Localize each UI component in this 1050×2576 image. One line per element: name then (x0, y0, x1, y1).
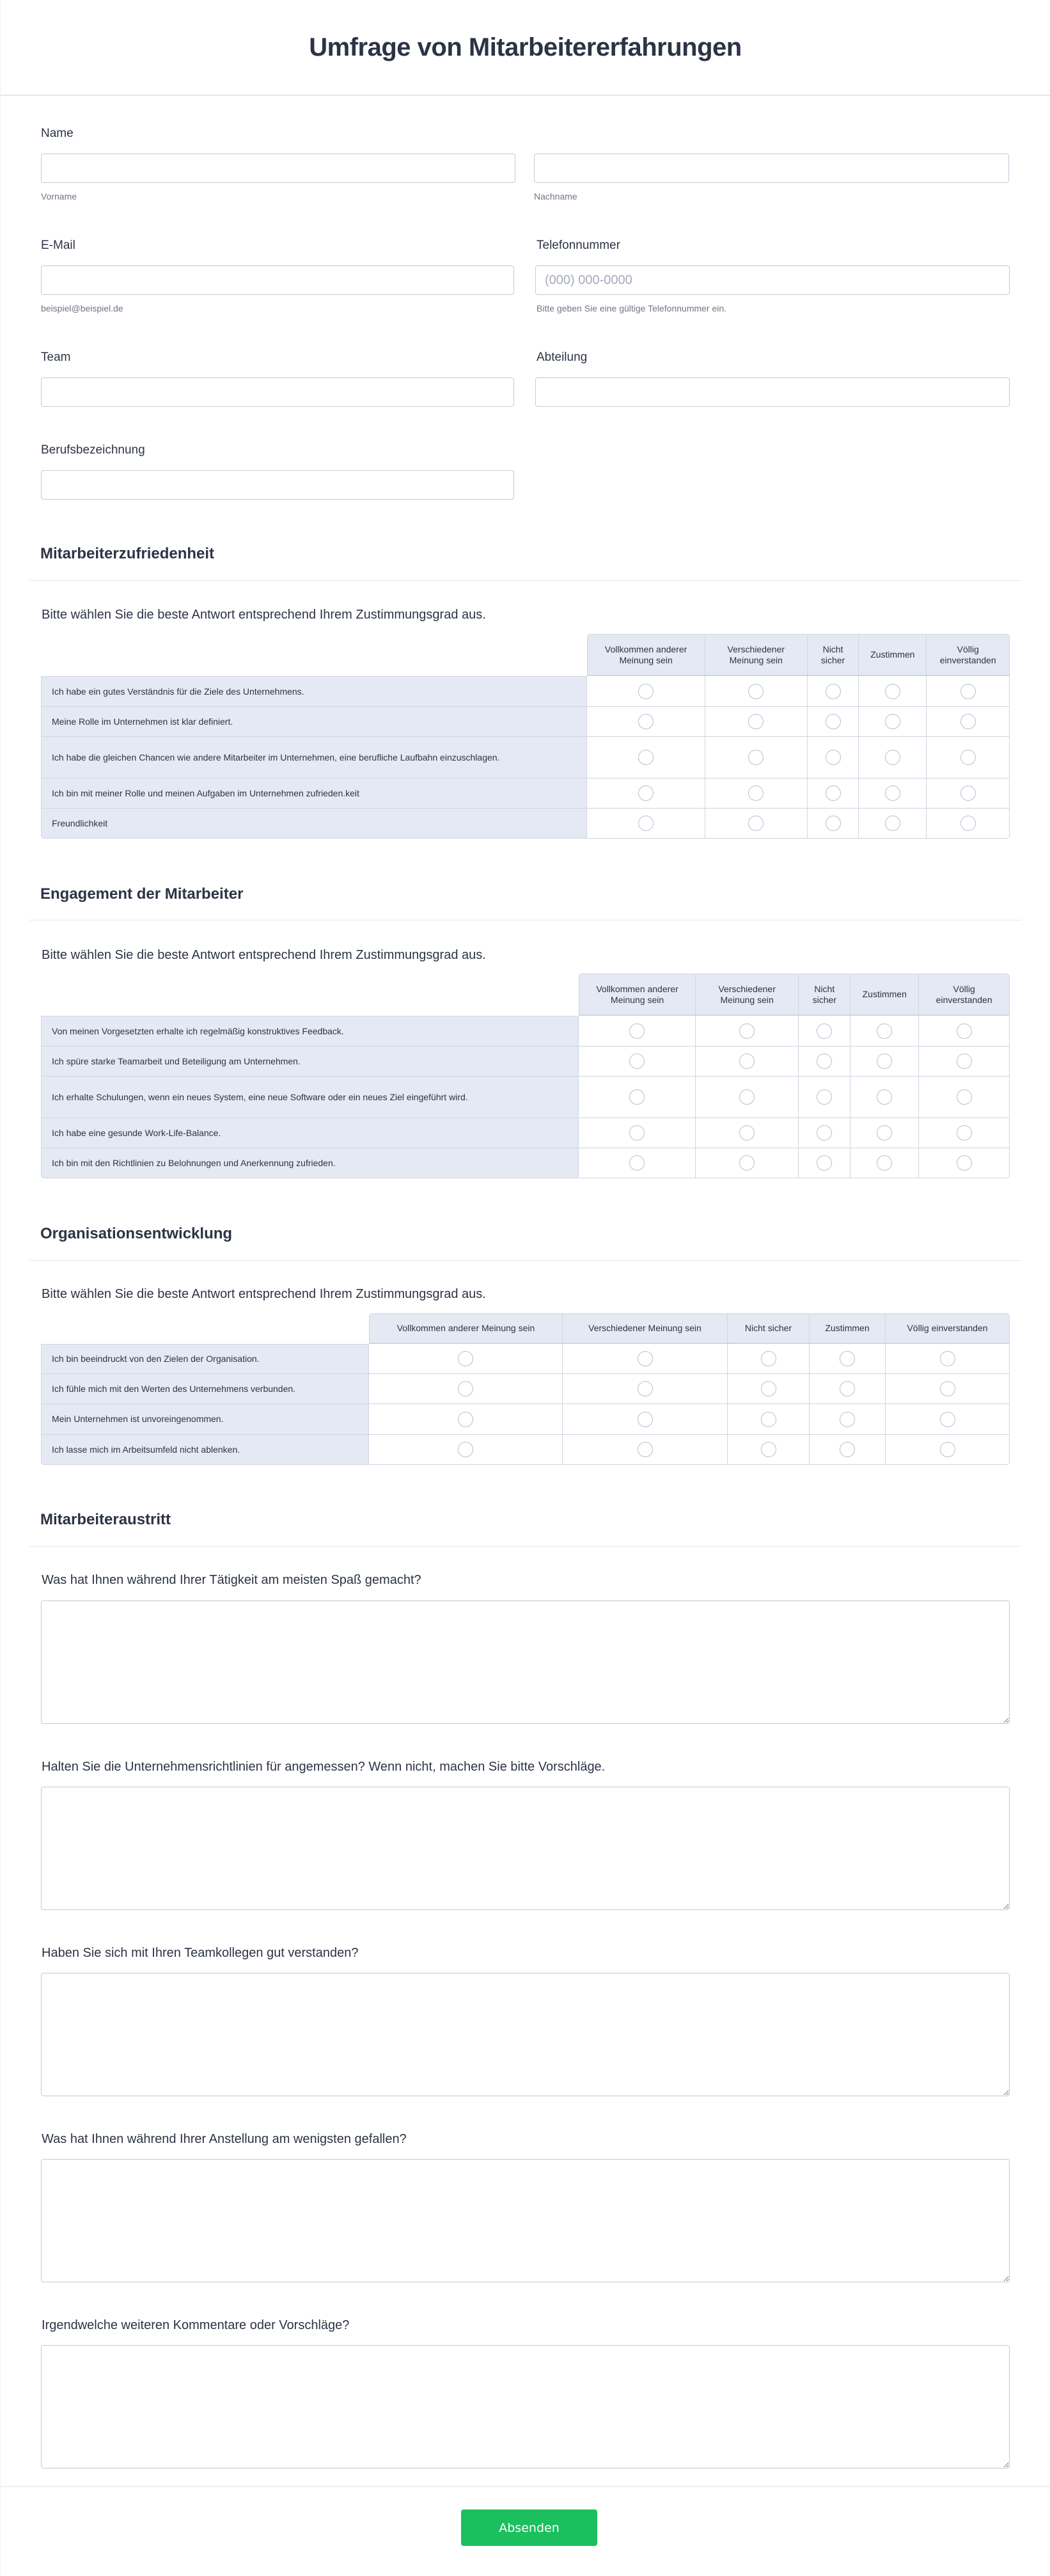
matrix-cell (369, 1344, 563, 1374)
matrix-column-header: Nicht sicher (728, 1313, 810, 1344)
matrix-row-label: Ich bin mit meiner Rolle und meinen Aufgaben im Unternehmen zufrieden.keit (41, 778, 587, 809)
department-label: Abteilung (537, 351, 588, 364)
matrix-cell (587, 778, 705, 809)
exit-answer-2[interactable] (41, 1787, 1010, 1910)
matrix-column-header: Vollkommen anderer Meinung sein (369, 1313, 563, 1344)
radio-button[interactable] (458, 1381, 473, 1396)
matrix-cell (927, 707, 1010, 737)
matrix-cell (728, 1404, 810, 1435)
matrix-cell (705, 778, 808, 809)
phone-label: Telefonnummer (537, 239, 620, 252)
matrix-cell (563, 1344, 728, 1374)
radio-button[interactable] (877, 1125, 892, 1141)
radio-button[interactable] (817, 1155, 832, 1171)
matrix-row (41, 1148, 1010, 1178)
matrix-cell (886, 1435, 1010, 1465)
matrix-cell (587, 809, 705, 839)
page-title: Umfrage von Mitarbeitererfahrungen (309, 33, 742, 61)
section-divider (29, 1260, 1022, 1261)
matrix-row (41, 1118, 1010, 1148)
matrix-cell (859, 676, 927, 707)
matrix-cell (705, 737, 808, 778)
radio-button[interactable] (885, 714, 900, 729)
matrix-cell (799, 1047, 850, 1077)
radio-button[interactable] (826, 750, 841, 765)
matrix-row-label: Mein Unternehmen ist unvoreingenommen. (41, 1404, 369, 1435)
footer-divider (1, 2486, 1050, 2487)
email-label: E-Mail (41, 239, 75, 252)
form-header (1, 0, 1050, 96)
radio-button[interactable] (739, 1155, 755, 1171)
matrix-cell (927, 778, 1010, 809)
radio-button[interactable] (629, 1023, 645, 1039)
matrix-row (41, 809, 1010, 839)
matrix-cell (705, 676, 808, 707)
matrix-cell (886, 1374, 1010, 1404)
radio-button[interactable] (940, 1351, 955, 1366)
matrix-cell (919, 1047, 1010, 1077)
matrix-cell (799, 1077, 850, 1118)
radio-button[interactable] (629, 1155, 645, 1171)
matrix-cell (587, 737, 705, 778)
matrix-cell (810, 1404, 886, 1435)
matrix-row (41, 1374, 1010, 1404)
radio-button[interactable] (458, 1351, 473, 1366)
engagement-matrix (41, 974, 1010, 1178)
matrix-cell (859, 778, 927, 809)
matrix-column-header: Nicht sicher (799, 974, 850, 1016)
matrix-cell (810, 1435, 886, 1465)
radio-button[interactable] (957, 1125, 972, 1141)
matrix-row-label: Ich lasse mich im Arbeitsumfeld nicht ablenken. (41, 1435, 369, 1465)
matrix-cell (369, 1404, 563, 1435)
team-input[interactable] (41, 377, 514, 407)
exit-answer-3[interactable] (41, 1973, 1010, 2096)
radio-button[interactable] (638, 1412, 653, 1427)
matrix-corner (41, 974, 579, 1016)
radio-button[interactable] (739, 1089, 755, 1105)
matrix-cell (696, 1118, 799, 1148)
radio-button[interactable] (748, 816, 764, 831)
matrix-column-header: Zustimmen (859, 634, 927, 676)
radio-button[interactable] (840, 1351, 855, 1366)
radio-button[interactable] (739, 1023, 755, 1039)
radio-button[interactable] (638, 750, 654, 765)
radio-button[interactable] (458, 1442, 473, 1457)
matrix-cell (859, 737, 927, 778)
matrix-cell (705, 707, 808, 737)
matrix-cell (919, 1118, 1010, 1148)
matrix-cell (859, 707, 927, 737)
matrix-cell (850, 1047, 919, 1077)
radio-button[interactable] (817, 1089, 832, 1105)
matrix-cell (919, 1077, 1010, 1118)
matrix-cell (799, 1016, 850, 1047)
matrix-column-header: Verschiedener Meinung sein (563, 1313, 728, 1344)
matrix-column-header: Zustimmen (850, 974, 919, 1016)
radio-button[interactable] (638, 816, 654, 831)
matrix-cell (808, 707, 859, 737)
matrix-row (41, 1077, 1010, 1118)
radio-button[interactable] (826, 816, 841, 831)
matrix-cell (696, 1016, 799, 1047)
matrix-cell (799, 1148, 850, 1178)
matrix-row (41, 1344, 1010, 1374)
matrix-cell (850, 1016, 919, 1047)
radio-button[interactable] (817, 1023, 832, 1039)
radio-button[interactable] (826, 786, 841, 801)
matrix-cell (808, 809, 859, 839)
radio-button[interactable] (877, 1023, 892, 1039)
matrix-instruction: Bitte wählen Sie die beste Antwort entsprechend Ihrem Zustimmungsgrad aus. (42, 948, 486, 962)
matrix-row (41, 1435, 1010, 1465)
matrix-row (41, 778, 1010, 809)
matrix-column-header: Vollkommen anderer Meinung sein (587, 634, 705, 676)
radio-button[interactable] (739, 1125, 755, 1141)
matrix-row-label: Von meinen Vorgesetzten erhalte ich regelmäßig konstruktives Feedback. (41, 1016, 579, 1047)
email-sublabel: beispiel@beispiel.de (41, 303, 123, 313)
matrix-cell (850, 1077, 919, 1118)
exit-answer-5[interactable] (41, 2345, 1010, 2469)
radio-button[interactable] (877, 1054, 892, 1069)
matrix-row (41, 1016, 1010, 1047)
radio-button[interactable] (629, 1054, 645, 1069)
matrix-cell (728, 1374, 810, 1404)
radio-button[interactable] (638, 1381, 653, 1396)
section-divider (29, 580, 1022, 581)
section-title-org-development: Organisationsentwicklung (40, 1225, 233, 1242)
matrix-cell (587, 707, 705, 737)
matrix-corner (41, 1313, 369, 1344)
matrix-cell (919, 1148, 1010, 1178)
radio-button[interactable] (960, 714, 976, 729)
radio-button[interactable] (826, 714, 841, 729)
radio-button[interactable] (638, 1442, 653, 1457)
matrix-column-header: Nicht sicher (808, 634, 859, 676)
radio-button[interactable] (877, 1155, 892, 1171)
job-title-label: Berufsbezeichnung (41, 443, 145, 457)
radio-button[interactable] (957, 1054, 972, 1069)
radio-button[interactable] (817, 1054, 832, 1069)
radio-button[interactable] (761, 1442, 776, 1457)
matrix-cell (587, 676, 705, 707)
matrix-row-label: Ich erhalte Schulungen, wenn ein neues System, eine neue Software oder ein neues Ziel eingeführt wird. (41, 1077, 579, 1118)
matrix-column-header: Vollkommen anderer Meinung sein (579, 974, 696, 1016)
radio-button[interactable] (761, 1351, 776, 1366)
radio-button[interactable] (638, 1351, 653, 1366)
department-input[interactable] (535, 377, 1010, 407)
section-title-exit: Mitarbeiteraustritt (40, 1511, 171, 1528)
job-title-input[interactable] (41, 470, 514, 500)
radio-button[interactable] (877, 1089, 892, 1105)
first-name-input[interactable] (41, 154, 515, 183)
radio-button[interactable] (638, 714, 654, 729)
matrix-cell (850, 1118, 919, 1148)
exit-answer-1[interactable] (41, 1600, 1010, 1724)
radio-button[interactable] (761, 1381, 776, 1396)
matrix-cell (886, 1344, 1010, 1374)
radio-button[interactable] (638, 786, 654, 801)
radio-button[interactable] (940, 1442, 955, 1457)
radio-button[interactable] (748, 714, 764, 729)
matrix-cell (369, 1374, 563, 1404)
exit-answer-4[interactable] (41, 2159, 1010, 2282)
exit-question-5: Irgendwelche weiteren Kommentare oder Vorschläge? (42, 2318, 350, 2332)
matrix-cell (927, 809, 1010, 839)
matrix-cell (810, 1344, 886, 1374)
matrix-cell (563, 1374, 728, 1404)
matrix-cell (808, 778, 859, 809)
matrix-cell (728, 1344, 810, 1374)
matrix-column-header: Verschiedener Meinung sein (705, 634, 808, 676)
radio-button[interactable] (960, 750, 976, 765)
radio-button[interactable] (748, 684, 764, 699)
radio-button[interactable] (885, 684, 900, 699)
matrix-column-header: Völlig einverstanden (919, 974, 1010, 1016)
radio-button[interactable] (840, 1381, 855, 1396)
radio-button[interactable] (458, 1412, 473, 1427)
matrix-instruction: Bitte wählen Sie die beste Antwort entsprechend Ihrem Zustimmungsgrad aus. (42, 608, 486, 622)
radio-button[interactable] (840, 1412, 855, 1427)
matrix-cell (579, 1047, 696, 1077)
matrix-row-label: Ich spüre starke Teamarbeit und Beteiligung am Unternehmen. (41, 1047, 579, 1077)
matrix-cell (919, 1016, 1010, 1047)
exit-question-4: Was hat Ihnen während Ihrer Anstellung am wenigsten gefallen? (42, 2132, 407, 2146)
matrix-cell (799, 1118, 850, 1148)
matrix-cell (369, 1435, 563, 1465)
matrix-row-label: Meine Rolle im Unternehmen ist klar definiert. (41, 707, 587, 737)
matrix-cell (810, 1374, 886, 1404)
last-name-input[interactable] (534, 154, 1009, 183)
matrix-cell (696, 1148, 799, 1178)
matrix-column-header: Völlig einverstanden (886, 1313, 1010, 1344)
matrix-cell (927, 737, 1010, 778)
exit-question-1: Was hat Ihnen während Ihrer Tätigkeit am meisten Spaß gemacht? (42, 1573, 421, 1587)
matrix-row-label: Ich habe ein gutes Verständnis für die Ziele des Unternehmens. (41, 676, 587, 707)
radio-button[interactable] (940, 1381, 955, 1396)
radio-button[interactable] (748, 786, 764, 801)
radio-button[interactable] (960, 816, 976, 831)
matrix-row-label: Ich bin beeindruckt von den Zielen der Organisation. (41, 1344, 369, 1374)
radio-button[interactable] (826, 684, 841, 699)
section-divider (29, 1546, 1022, 1547)
section-divider (29, 920, 1022, 921)
matrix-instruction: Bitte wählen Sie die beste Antwort entsprechend Ihrem Zustimmungsgrad aus. (42, 1287, 486, 1301)
radio-button[interactable] (885, 786, 900, 801)
matrix-row-label: Ich habe die gleichen Chancen wie andere Mitarbeiter im Unternehmen, eine berufliche Laufbahn einzuschlagen. (41, 737, 587, 778)
radio-button[interactable] (817, 1125, 832, 1141)
radio-button[interactable] (960, 786, 976, 801)
matrix-cell (808, 737, 859, 778)
radio-button[interactable] (629, 1125, 645, 1141)
org-development-matrix (41, 1313, 1010, 1465)
radio-button[interactable] (629, 1089, 645, 1105)
satisfaction-matrix (41, 634, 1010, 839)
phone-input[interactable] (535, 265, 1010, 295)
section-title-satisfaction: Mitarbeiterzufriedenheit (40, 545, 215, 562)
radio-button[interactable] (885, 816, 900, 831)
matrix-cell (579, 1016, 696, 1047)
matrix-row (41, 1404, 1010, 1435)
radio-button[interactable] (957, 1155, 972, 1171)
matrix-row-label: Ich bin mit den Richtlinien zu Belohnungen und Anerkennung zufrieden. (41, 1148, 579, 1178)
matrix-cell (728, 1435, 810, 1465)
radio-button[interactable] (885, 750, 900, 765)
name-label: Name (41, 127, 74, 140)
section-title-engagement: Engagement der Mitarbeiter (40, 885, 244, 903)
matrix-cell (696, 1077, 799, 1118)
matrix-row-label: Ich fühle mich mit den Werten des Unternehmens verbunden. (41, 1374, 369, 1404)
matrix-row-label: Freundlichkeit (41, 809, 587, 839)
radio-button[interactable] (960, 684, 976, 699)
radio-button[interactable] (638, 684, 654, 699)
matrix-cell (563, 1404, 728, 1435)
phone-sublabel: Bitte geben Sie eine gültige Telefonnummer ein. (537, 303, 727, 313)
matrix-cell (563, 1435, 728, 1465)
matrix-cell (579, 1118, 696, 1148)
matrix-cell (696, 1047, 799, 1077)
matrix-cell (808, 676, 859, 707)
matrix-row (41, 707, 1010, 737)
matrix-cell (579, 1077, 696, 1118)
matrix-column-header: Verschiedener Meinung sein (696, 974, 799, 1016)
last-name-sublabel: Nachname (534, 191, 577, 201)
radio-button[interactable] (957, 1089, 972, 1105)
email-input[interactable] (41, 265, 514, 295)
matrix-corner (41, 634, 587, 676)
radio-button[interactable] (739, 1054, 755, 1069)
radio-button[interactable] (748, 750, 764, 765)
matrix-column-header: Völlig einverstanden (927, 634, 1010, 676)
radio-button[interactable] (840, 1442, 855, 1457)
matrix-row (41, 676, 1010, 707)
matrix-row (41, 737, 1010, 778)
radio-button[interactable] (957, 1023, 972, 1039)
matrix-cell (579, 1148, 696, 1178)
matrix-row (41, 1047, 1010, 1077)
matrix-cell (859, 809, 927, 839)
radio-button[interactable] (940, 1412, 955, 1427)
first-name-sublabel: Vorname (41, 191, 77, 201)
matrix-cell (927, 676, 1010, 707)
matrix-column-header: Zustimmen (810, 1313, 886, 1344)
exit-question-2: Halten Sie die Unternehmensrichtlinien für angemessen? Wenn nicht, machen Sie bitte Vorschläge. (42, 1760, 606, 1774)
team-label: Team (41, 351, 71, 364)
matrix-cell (705, 809, 808, 839)
submit-button[interactable]: Absenden (461, 2509, 597, 2546)
matrix-cell (850, 1148, 919, 1178)
matrix-row-label: Ich habe eine gesunde Work-Life-Balance. (41, 1118, 579, 1148)
radio-button[interactable] (761, 1412, 776, 1427)
matrix-cell (886, 1404, 1010, 1435)
exit-question-3: Haben Sie sich mit Ihren Teamkollegen gut verstanden? (42, 1946, 359, 1960)
